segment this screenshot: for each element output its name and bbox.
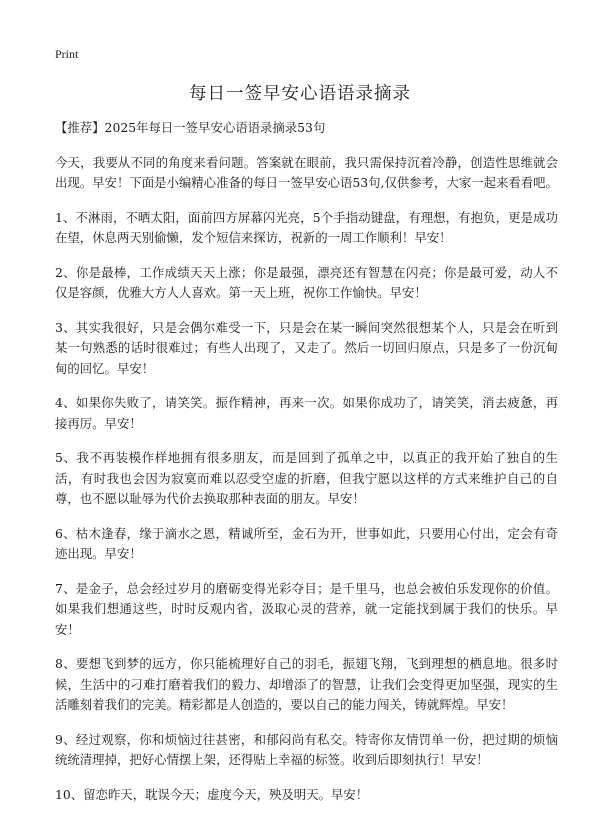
page-title: 每日一签早安心语语录摘录 xyxy=(189,84,411,104)
article-body xyxy=(55,118,558,819)
print-link[interactable]: Print xyxy=(55,47,79,61)
quote-item-8: 8、要想飞到梦的远方，你只能梳理好自己的羽毛，振翅飞翔，飞到理想的栖息地。很多时候，生活中的刁难打磨着我们的毅力、却增添了的智慧，让我们会变得更加坚强，现实的生活雕刻着我们的完美。精彩都是人创造的，要以自己的能力闯关，铸就辉煌。早安！ xyxy=(55,656,558,712)
quote-item-2: 2、你是最棒，工作成绩天天上涨；你是最强，漂亮还有智慧在闪亮；你是最可爱，动人不仅是容颜，优雅大方人人喜欢。第一天上班，祝你工作愉快。早安！ xyxy=(55,264,558,300)
quote-item-1: 1、不淋雨，不晒太阳，面前四方屏幕闪光亮，5个手指动键盘，有理想，有抱负，更是成功在望，休息两天别偷懒，发个短信来探访，祝新的一周工作顺利！早安！ xyxy=(55,209,558,245)
quote-item-9: 9、经过观察，你和烦恼过往甚密，和郁闷尚有私交。特寄你友情罚单一份，把过期的烦恼统统清理掉，把好心情摆上架，还得贴上幸福的标签。收到后即刻执行！早安！ xyxy=(55,731,558,767)
intro-paragraph: 今天，我要从不同的角度来看问题。答案就在眼前，我只需保持沉着冷静，创造性思维就会出现。早安！下面是小编精心准备的每日一签早安心语53句,仅供参考，大家一起来看看吧。 xyxy=(55,154,558,190)
quote-item-3: 3、其实我很好，只是会偶尔难受一下，只是会在某一瞬间突然很想某个人，只是会在听到某一句熟悉的话时很难过；有些人出现了，又走了。然后一切回归原点，只是多了一份沉甸甸的回忆。早安！ xyxy=(55,319,558,376)
quote-item-10: 10、留恋昨天，耽误今天；虚度今天，殃及明天。早安！ xyxy=(55,786,369,802)
quote-item-5: 5、我不再装模作样地拥有很多朋友，而是回到了孤单之中，以真正的我开始了独自的生活，有时我也会因为寂寞而难以忍受空虚的折磨，但我宁愿以这样的方式来维护自己的自尊，也不愿以耻辱为代价去换取那种表面的朋友。早安！ xyxy=(55,450,558,506)
recommend-line: 【推荐】2025年每日一签早安心语语录摘录53句 xyxy=(55,120,326,135)
quote-item-6: 6、枯木逢春，缘于滴水之恩，精诚所至，金石为开，世事如此，只要用心付出，定会有奇迹出现。早安！ xyxy=(55,525,558,561)
quote-item-4: 4、如果你失败了，请笑笑。振作精神，再来一次。如果你成功了，请笑笑，消去疲惫，再接再厉。早安！ xyxy=(55,395,558,431)
quote-item-7: 7、是金子，总会经过岁月的磨砺变得光彩夺目；是千里马，也总会被伯乐发现你的价值。如果我们想通这些，时时反观内省，汲取心灵的营养，就一定能找到属于我们的快乐。早安！ xyxy=(55,580,558,637)
